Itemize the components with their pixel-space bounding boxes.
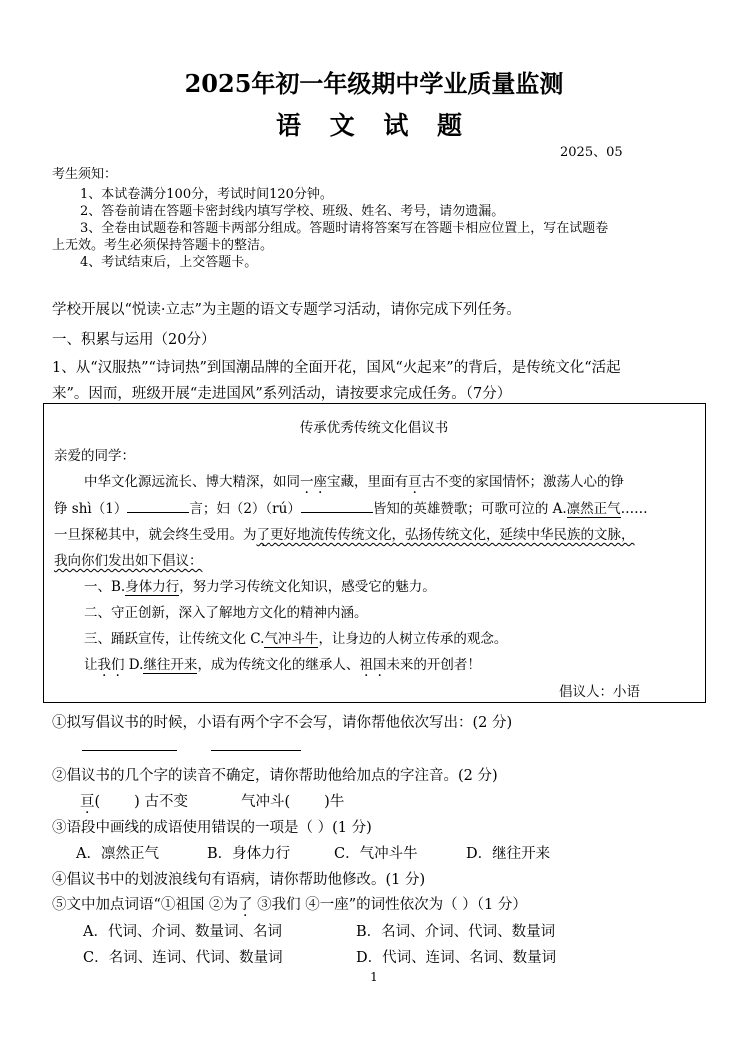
notice-item-3-cont: 上无效。考生必须保持答题卡的整洁。 <box>52 238 274 253</box>
notice-item-1: 1、本试卷满分100分，考试时间120分钟。 <box>80 187 333 202</box>
notice-heading: 考生须知： <box>52 167 118 182</box>
option-d[interactable]: D．继往开来 <box>466 846 551 862</box>
fill-blank-1[interactable] <box>127 499 189 513</box>
notice-item-3: 3、全卷由试题卷和答题卡两部分组成。答题时请将答案写在答题卡相应位置上，写在试题卷 <box>80 221 609 236</box>
question-1-line-1: 1、从“汉服热”“诗词热”到国潮品牌的全面开花，国风“火起来”的背后，是传统文化“活起 <box>52 360 621 376</box>
subquestion-2: ②倡议书的几个字的读音不确定，请你帮助他给加点的字注音。(2 分) <box>52 768 498 784</box>
proposal-item-3: 三、踊跃宣传，让传统文化 C.气冲斗牛，让身边的人树立传承的观念。 <box>84 631 508 647</box>
proposal-item-4: 让我们 D.继往开来，成为传统文化的继承人、祖国未来的开创者！ <box>84 657 481 673</box>
wavy-sentence: 更好地流传传统文化，弘扬传统文化，延续中华民族的文脉， <box>270 527 635 543</box>
subquestion-3: ③语段中画线的成语使用错误的一项是（ ）(1 分) <box>52 820 372 836</box>
proposal-paragraph-line-4 <box>54 549 203 569</box>
page-number: 1 <box>370 970 378 984</box>
dotted-char: 一 <box>300 474 314 490</box>
exam-date: 2025、05 <box>560 145 623 160</box>
idiom-c: 气冲斗牛 <box>264 631 319 647</box>
exam-title: 2025年初一年级期中学业质量监测 <box>184 69 564 98</box>
proposal-item-2: 二、守正创新，深入了解地方文化的精神内涵。 <box>84 605 368 621</box>
subquestion-5: ⑤文中加点词语“①祖国 ②为了 ③我们 ④一座”的词性依次为（ ）（1 分） <box>52 897 527 913</box>
dotted-char: 国 <box>372 657 387 673</box>
dotted-char: 们 <box>111 657 125 673</box>
dotted-char: 亘 <box>80 794 95 810</box>
idiom-b: 身体力行 <box>125 579 180 595</box>
dotted-char: 座 <box>313 474 327 490</box>
question-1-line-2: 来”。因而，班级开展“走进国风”系列活动，请按要求完成任务。（7分） <box>52 386 512 402</box>
proposal-title: 传承优秀传统文化倡议书 <box>299 420 449 436</box>
proposal-item-1: 一、B.身体力行，努力学习传统文化知识，感受它的魅力。 <box>84 579 436 595</box>
dotted-char: 了 <box>238 897 253 913</box>
proposal-greeting: 亲爱的同学： <box>54 448 135 464</box>
subquestion-1: ①拟写倡议书的时候，小语有两个字不会写，请你帮他依次写出：(2 分) <box>52 715 513 731</box>
dotted-char: 祖 <box>359 657 373 673</box>
pinyin-item-1: 亘( ) 古不变 <box>80 794 188 810</box>
idiom-a: 凛然正气 <box>566 501 621 517</box>
notice-item-4: 4、考试结束后，上交答题卡。 <box>80 255 258 270</box>
proposal-box <box>43 403 706 703</box>
section-heading: 一、积累与运用（20分） <box>52 332 216 348</box>
activity-intro: 学校开展以“悦读·立志”为主题的语文专题学习活动，请你完成下列任务。 <box>52 302 521 318</box>
option-5d[interactable]: D．代词、连词、名词、数量词 <box>356 950 557 966</box>
option-5c[interactable]: C．名词、连词、代词、数量词 <box>83 950 283 966</box>
option-c[interactable]: C．气冲斗牛 <box>334 846 418 862</box>
proposal-paragraph-line-2: 铮 shì（1） 言；妇（2）（rú） 皆知的英雄赞歌；可歌可泣的 A.凛然正气…… <box>54 501 648 517</box>
proposal-signature: 倡议人：小语 <box>559 684 640 700</box>
dotted-char: 亘 <box>408 474 422 490</box>
proposal-paragraph-line-3: 一旦探秘其中，就会终生受用。为了更好地流传传统文化，弘扬传统文化，延续中华民族的文脉， <box>54 527 635 543</box>
proposal-paragraph-line-1: 中华文化源远流长、博大精深，如同一座宝藏，里面有亘古不变的家国情怀；激荡人心的铮 <box>84 474 624 490</box>
idiom-d: 继往开来 <box>143 657 198 673</box>
answer-blank-2[interactable] <box>211 750 301 751</box>
wavy-sentence-end: 我向你们发出如下倡议： <box>54 553 203 569</box>
pinyin-item-2: 气冲斗( )牛 <box>241 794 345 810</box>
fill-blank-2[interactable] <box>301 499 373 513</box>
dotted-char: 了 <box>256 527 270 543</box>
option-5a[interactable]: A．代词、介词、数量词、名词 <box>83 924 282 940</box>
dotted-char: 我 <box>97 657 111 673</box>
notice-item-2: 2、答卷前请在答题卡密封线内填写学校、班级、姓名、考号，请勿遗漏。 <box>80 204 505 219</box>
answer-blank-1[interactable] <box>82 750 177 751</box>
option-b[interactable]: B．身体力行 <box>207 846 291 862</box>
option-a[interactable]: A．凛然正气 <box>76 846 159 862</box>
subquestion-4: ④倡议书中的划波浪线句有语病，请你帮助他修改。(1 分) <box>52 872 426 888</box>
option-5b[interactable]: B．名词、介词、代词、数量词 <box>356 924 556 940</box>
exam-subtitle: 语 文 试 题 <box>275 111 473 140</box>
